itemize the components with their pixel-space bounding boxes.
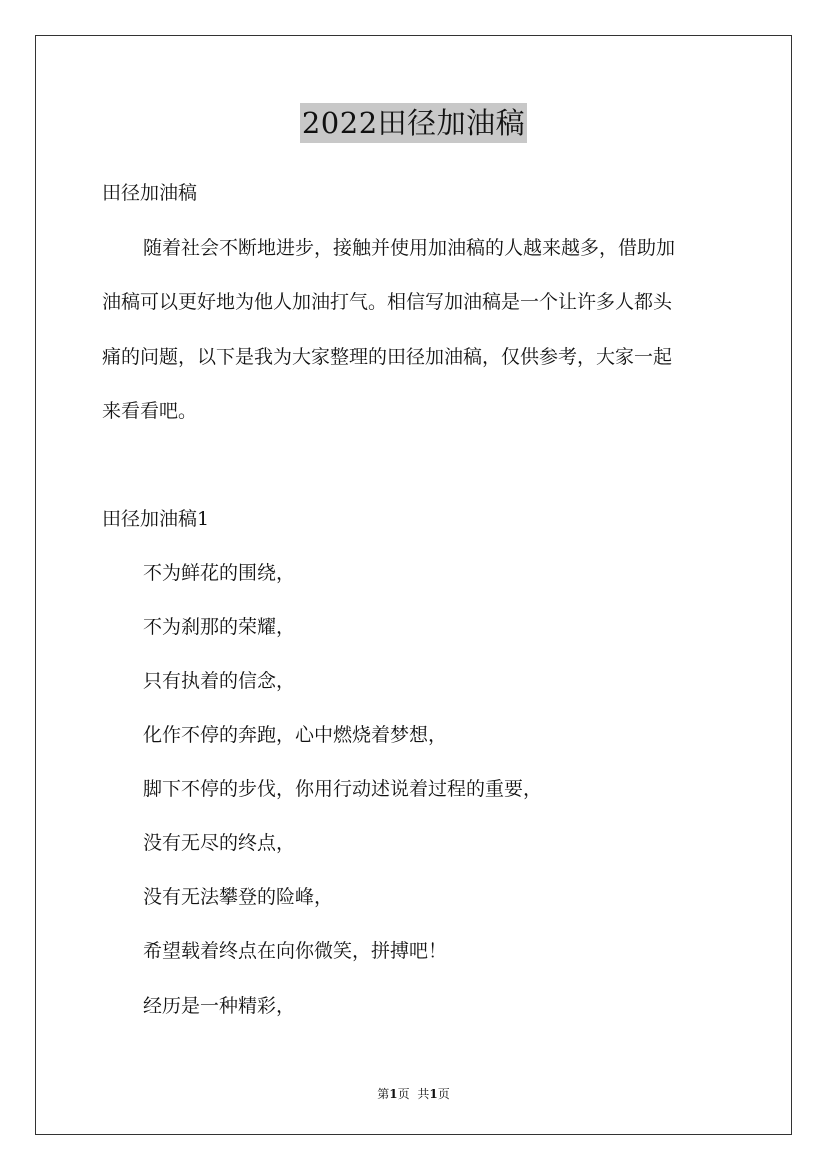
- poem-line: 没有无尽的终点，: [143, 832, 296, 854]
- page-prefix: 第: [377, 1087, 390, 1101]
- total-pages: 1: [429, 1087, 438, 1101]
- page-suffix: 页: [397, 1087, 410, 1101]
- page-number: 1: [389, 1087, 398, 1101]
- document-title: 2022田径加油稿: [300, 103, 527, 143]
- poem-line: 不为鲜花的围绕，: [143, 562, 296, 584]
- subtitle: 田径加油稿: [102, 182, 198, 204]
- total-suffix: 页: [437, 1087, 450, 1101]
- page-footer: [0, 1086, 827, 1102]
- section-heading: 田径加油稿1: [102, 508, 210, 530]
- intro-line-1: 随着社会不断地进步，接触并使用加油稿的人越来越多，借助加: [143, 237, 676, 259]
- poem-line: 脚下不停的步伐，你用行动述说着过程的重要，: [143, 778, 543, 800]
- poem-line: 化作不停的奔跑，心中燃烧着梦想，: [143, 724, 448, 746]
- title-container: [0, 103, 827, 143]
- poem-line: 没有无法攀登的险峰，: [143, 886, 334, 908]
- intro-line-4: 来看看吧。: [102, 400, 198, 422]
- poem-line: 只有执着的信念，: [143, 670, 296, 692]
- intro-line-3: 痛的问题，以下是我为大家整理的田径加油稿，仅供参考，大家一起: [102, 346, 673, 368]
- poem-line: 不为刹那的荣耀，: [143, 616, 296, 638]
- poem-line: 经历是一种精彩，: [143, 995, 296, 1017]
- total-prefix: 共: [417, 1087, 430, 1101]
- poem-line: 希望载着终点在向你微笑，拼搏吧！: [143, 940, 448, 962]
- intro-line-2: 油稿可以更好地为他人加油打气。相信写加油稿是一个让许多人都头: [102, 291, 673, 313]
